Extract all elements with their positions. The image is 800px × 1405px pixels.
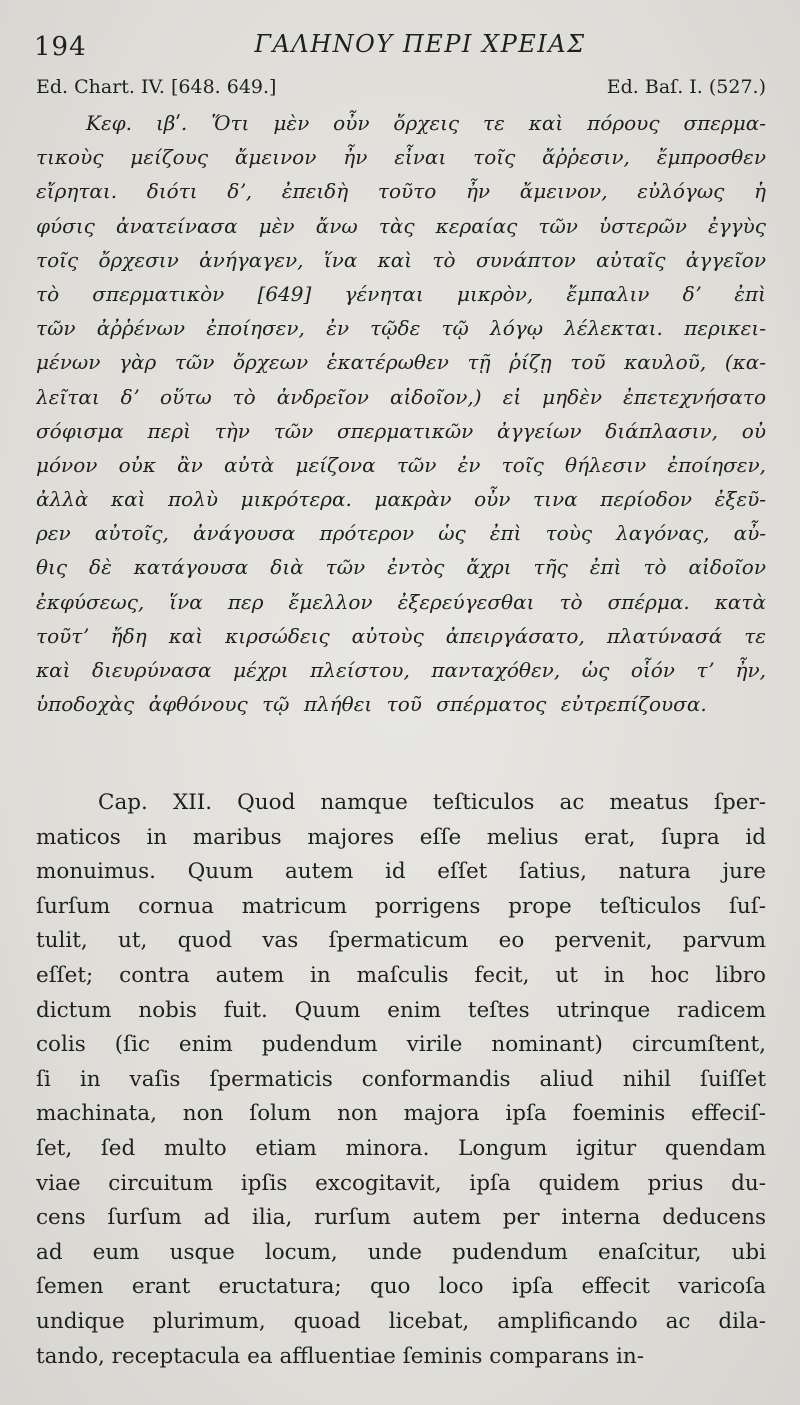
running-title: ΓΑΛΗΝΟΥ ΠΕΡΙ ΧΡΕΙΑΣ [254,30,586,58]
latin-line: ſurſum cornua matricum porrigens prope teſticulos ſuſ- [36,893,766,919]
latin-line: ad eum usque locum, unde pudendum enaſcitur, ubi [36,1239,766,1265]
latin-line: cens ſurſum ad ilia, rurſum autem per interna deducens [36,1205,766,1231]
latin-line: tulit, ut, quod vas ſpermaticum eo pervenit, parvum [36,928,766,954]
greek-line: ἀλλὰ καὶ πολὺ μικρότερα. μακρὰν οὖν τινα περίοδον ἐξεῦ- [36,487,766,512]
greek-line: μένων γὰρ τῶν ὄρχεων ἑκατέρωθεν τῇ ῥίζῃ τοῦ καυλοῦ, (κα- [36,350,766,375]
greek-line: σόφισμα περὶ τὴν τῶν σπερματικῶν ἀγγείων διάπλασιν, οὐ [36,418,766,443]
greek-line: ἐκφύσεως, ἵνα περ ἔμελλον ἐξερεύγεσθαι τὸ σπέρμα. κατὰ [36,589,766,614]
edition-basel: Ed. Baſ. I. (527.) [606,76,766,98]
latin-line: machinata, non ſolum non majora ipſa foeminis effeciſ- [36,1101,766,1127]
latin-line: monuimus. Quum autem id eſſet ſatius, natura jure [36,859,766,885]
latin-line: ſet, ſed multo etiam minora. Longum igitur quendam [36,1135,766,1161]
greek-line: τὸ σπερματικὸν [649] γένηται μικρὸν, ἔμπαλιν δʼ ἐπὶ [36,281,766,306]
latin-line: maticos in maribus majores eſſe melius erat, ſupra id [36,824,766,850]
latin-line: eſſet; contra autem in maſculis fecit, ut in hoc libro [36,962,766,988]
greek-line: Κεφ. ιβʹ. Ὅτι μὲν οὖν ὄρχεις τε καὶ πόρους σπερμα- [86,111,766,135]
greek-line: καὶ διευρύνασα μέχρι πλείστου, πανταχόθεν, ὡς οἷόν τʼ ἦν, [36,658,766,682]
latin-line: tando, receptacula ea affluentiae ſeminis comparans in- [36,1343,645,1369]
latin-line: dictum nobis fuit. Quum enim teſtes utrinque radicem [36,997,766,1023]
greek-line: τικοὺς μείζους ἄμεινον ἦν εἶναι τοῖς ἄῤῥεσιν, ἔμπροσθεν [36,145,766,170]
latin-line: ſemen erant eructatura; quo loco ipſa effecit varicoſa [36,1274,766,1300]
greek-text [36,106,766,721]
greek-line: λεῖται δʼ οὕτω τὸ ἀνδρεῖον αἰδοῖον,) εἰ μηδὲν ἐπετεχνήσατο [36,384,766,409]
edition-chartier: Ed. Chart. IV. [648. 649.] [36,76,277,98]
latin-line: colis (ſic enim pudendum virile nominant) circumſtent, [36,1032,766,1058]
greek-line: τοῖς ὄρχεσιν ἀνήγαγεν, ἵνα καὶ τὸ συνάπτον αὐταῖς ἀγγεῖον [36,247,766,272]
edition-reference [36,76,766,106]
latin-text [36,786,766,1374]
page-number: 194 [34,32,87,62]
greek-line: εἴρηται. διότι δʼ, ἐπειδὴ τοῦτο ἦν ἄμεινον, εὐλόγως ἡ [36,179,766,204]
latin-line: ſi in vaſis ſpermaticis conformandis aliud nihil ſuiſſet [36,1066,766,1092]
latin-line: Cap. XII. Quod namque teſticulos ac meatus ſper- [98,790,766,815]
greek-line: φύσις ἀνατείνασα μὲν ἄνω τὰς κεραίας τῶν ὑστερῶν ἐγγὺς [36,213,766,238]
greek-line: ὑποδοχὰς ἀφθόνους τῷ πλήθει τοῦ σπέρματος εὐτρεπίζουσα. [36,692,707,717]
running-head [34,30,766,66]
latin-line: viae circuitum ipſis excogitavit, ipſa quidem prius du- [36,1170,766,1196]
greek-line: τῶν ἀῤῥένων ἐποίησεν, ἐν τῷδε τῷ λόγῳ λέλεκται. περικει- [36,316,766,341]
greek-line: ρεν αὐτοῖς, ἀνάγουσα πρότερον ὡς ἐπὶ τοὺς λαγόνας, αὖ- [36,521,766,546]
latin-line: undique plurimum, quoad licebat, amplificando ac dila- [36,1308,766,1334]
greek-line: μόνον οὐκ ἂν αὐτὰ μείζονα τῶν ἐν τοῖς θήλεσιν ἐποίησεν, [36,452,766,477]
greek-line: τοῦτʼ ἤδη καὶ κιρσώδεις αὐτοὺς ἀπειργάσατο, πλατύνασά τε [36,623,766,648]
greek-line: θις δὲ κατάγουσα διὰ τῶν ἐντὸς ἄχρι τῆς ἐπὶ τὸ αἰδοῖον [36,555,766,580]
